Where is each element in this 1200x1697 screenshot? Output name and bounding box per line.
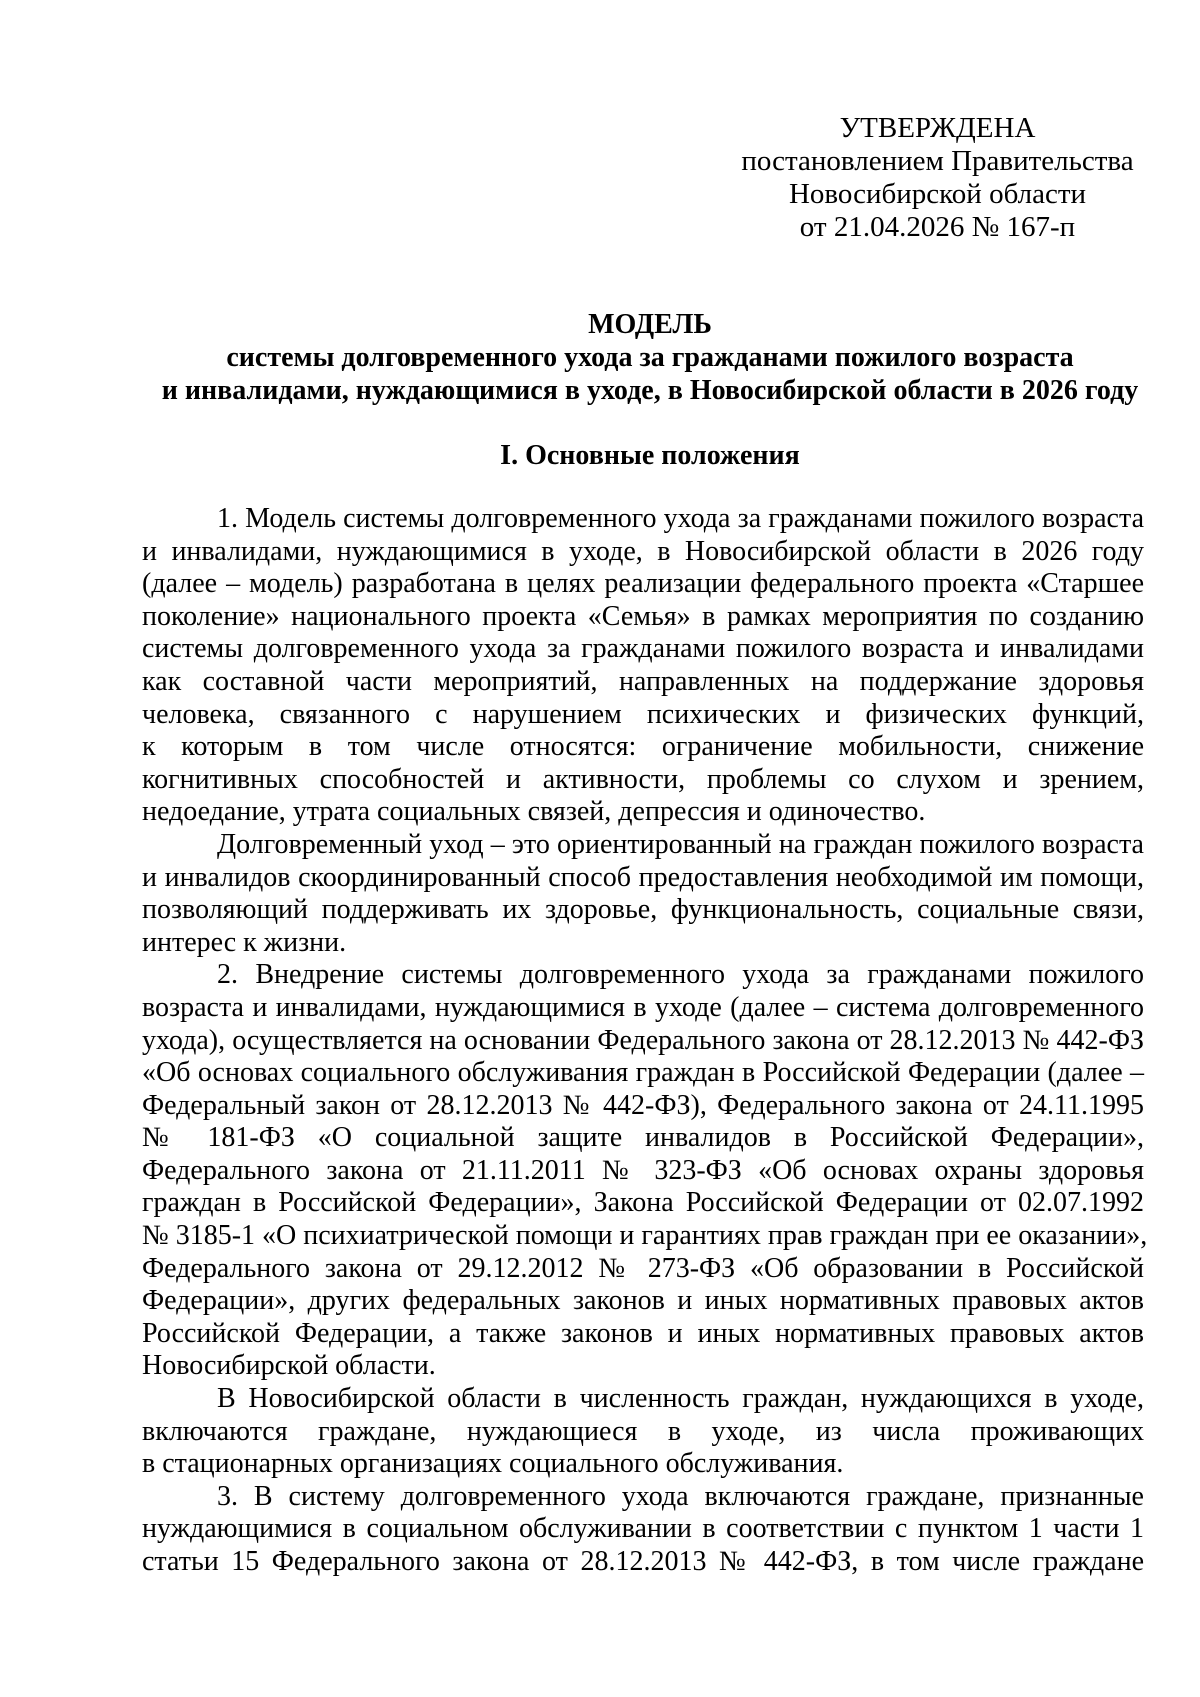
paragraph-line: возраста и инвалидами, нуждающимися в уходе (далее – система долговременного [142, 991, 1144, 1023]
paragraph-line: как составной части мероприятий, направленных на поддержание здоровья [142, 665, 1144, 697]
paragraph-line: «Об основах социального обслуживания граждан в Российской Федерации (далее – [142, 1057, 1144, 1089]
approval-stamp-block [740, 112, 1135, 244]
paragraph-line: системы долговременного ухода за гражданами пожилого возраста и инвалидами [142, 633, 1144, 665]
paragraph [142, 503, 1144, 829]
paragraph-line: к которым в том числе относятся: ограничение мобильности, снижение [142, 731, 1144, 763]
title-line: системы долговременного ухода за гражданами пожилого возраста [226, 342, 1074, 373]
paragraph-line: человека, связанного с нарушением психических и физических функций, [142, 698, 1144, 730]
paragraph-line: Федерального закона от 21.11.2011 № 323-ФЗ «Об основах охраны здоровья [142, 1154, 1144, 1186]
paragraph-line: в стационарных организациях социального обслуживания. [142, 1448, 844, 1480]
paragraph-line: ухода), осуществляется на основании Федерального закона от 28.12.2013 № 442-ФЗ [142, 1024, 1144, 1056]
paragraph-line: недоедание, утрата социальных связей, депрессия и одиночество. [142, 796, 926, 828]
paragraph-line: Федеральный закон от 28.12.2013 № 442-ФЗ), Федерального закона от 24.11.1995 [142, 1089, 1144, 1121]
approval-date-number: от 21.04.2026 № 167-п [799, 211, 1076, 243]
paragraph-line: интерес к жизни. [142, 926, 347, 958]
paragraph-line: позволяющий поддерживать их здоровье, функциональность, социальные связи, [142, 894, 1144, 926]
paragraph-line: Федерации», других федеральных законов и иных нормативных правовых актов [142, 1285, 1144, 1317]
paragraph-line: и инвалидами, нуждающимися в уходе, в Новосибирской области в 2026 году [142, 535, 1144, 567]
paragraph-line: включаются граждане, нуждающиеся в уходе, из числа проживающих [142, 1415, 1144, 1447]
paragraph-line: 1. Модель системы долговременного ухода за гражданами пожилого возраста [217, 503, 1144, 534]
paragraph-line: Российской Федерации, а также законов и иных нормативных правовых актов [142, 1317, 1144, 1349]
paragraph-line: когнитивных способностей и активности, проблемы со слухом и зрением, [142, 763, 1144, 795]
paragraph-line: и инвалидов скоординированный способ предоставления необходимой им помощи, [142, 861, 1144, 893]
approval-line: постановлением Правительства [741, 145, 1134, 177]
paragraph-line: нуждающимися в социальном обслуживании в соответствии с пунктом 1 части 1 [142, 1513, 1144, 1545]
paragraph [142, 829, 1144, 959]
paragraph-line: № 3185-1 «О психиатрической помощи и гарантиях прав граждан при ее оказании», [142, 1220, 1148, 1252]
approval-line: Новосибирской области [788, 178, 1087, 210]
paragraph-line: (далее – модель) разработана в целях реализации федерального проекта «Старшее [142, 568, 1144, 600]
section-heading: I. Основные положения [500, 440, 800, 471]
title-line: и инвалидами, нуждающимися в уходе, в Новосибирской области в 2026 году [161, 375, 1139, 406]
paragraph-line: 2. Внедрение системы долговременного ухода за гражданами пожилого [217, 959, 1144, 991]
paragraph-line: граждан в Российской Федерации», Закона Российской Федерации от 02.07.1992 [142, 1187, 1144, 1219]
title-line: МОДЕЛЬ [588, 309, 712, 340]
document-body [142, 503, 1148, 1579]
approval-heading: УТВЕРЖДЕНА [839, 112, 1036, 144]
document-title [120, 308, 1180, 407]
paragraph [142, 959, 1148, 1383]
paragraph-line: № 181-ФЗ «О социальной защите инвалидов в Российской Федерации», [142, 1122, 1144, 1154]
paragraph-line: статьи 15 Федерального закона от 28.12.2013 № 442-ФЗ, в том числе граждане [142, 1546, 1144, 1577]
paragraph-line: Новосибирской области. [142, 1350, 436, 1382]
paragraph-line: поколение» национального проекта «Семья» в рамках мероприятия по созданию [142, 600, 1144, 632]
paragraph-line: Федерального закона от 29.12.2012 № 273-ФЗ «Об образовании в Российской [142, 1252, 1144, 1284]
paragraph-line: В Новосибирской области в численность граждан, нуждающихся в уходе, [217, 1383, 1144, 1415]
paragraph-line: Долговременный уход – это ориентированный на граждан пожилого возраста [217, 828, 1144, 860]
paragraph [142, 1383, 1144, 1481]
paragraph [142, 1481, 1144, 1579]
paragraph-line: 3. В систему долговременного ухода включаются граждане, признанные [217, 1480, 1144, 1512]
